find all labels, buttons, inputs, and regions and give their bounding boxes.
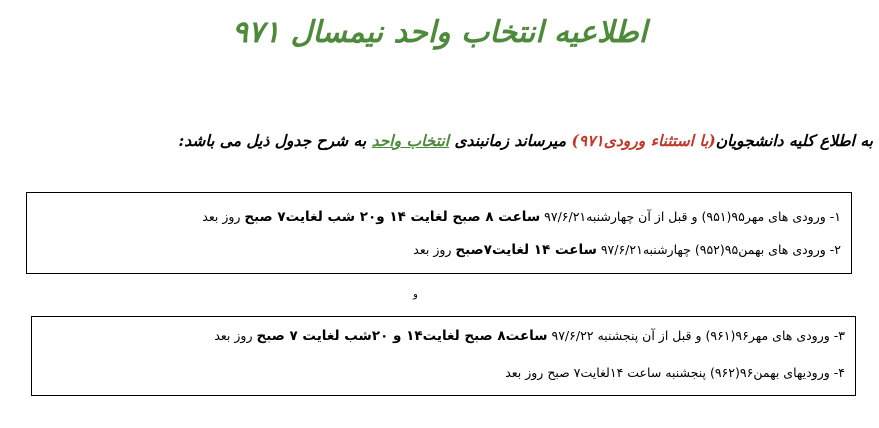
schedule-item-2-time: ساعت ۱۴ لغایت۷صبح — [455, 242, 597, 258]
schedule-box-1 — [26, 192, 852, 274]
conjunction-and: و — [413, 289, 418, 300]
schedule-item-4 — [505, 362, 845, 384]
intro-text-middle: میرساند زمانبندی — [449, 131, 572, 150]
schedule-item-3-text: ۳- ورودی های مهر۹۶(۹۶۱) و قبل از آن پنجشنبه ۹۷/۶/۲۲ — [547, 328, 845, 343]
intro-highlight-course-selection: انتخاب واحد — [371, 131, 450, 150]
schedule-item-1-suffix: روز بعد — [202, 209, 245, 224]
schedule-item-2 — [413, 239, 841, 261]
intro-exception-note: (با استثناء ورودی۹۷۱) — [571, 131, 716, 150]
schedule-item-1-time: ساعت ۸ صبح لغایت ۱۴ و۲۰ شب لغایت۷ صبح — [244, 209, 541, 225]
schedule-item-2-suffix: روز بعد — [413, 242, 456, 257]
schedule-item-2-text: ۲- ورودی های بهمن۹۵(۹۵۲) چهارشنبه۹۷/۶/۲۱ — [596, 242, 841, 257]
schedule-item-3 — [214, 325, 845, 347]
intro-paragraph — [8, 128, 873, 154]
schedule-item-1 — [202, 206, 841, 228]
intro-text-end: به شرح جدول ذیل می باشد: — [178, 131, 372, 150]
schedule-item-1-text: ۱- ورودی های مهر۹۵(۹۵۱) و قبل از آن چهارشنبه۹۷/۶/۲۱ — [540, 209, 841, 224]
schedule-item-3-time: ساعت۸ صبح لغایت۱۴ و ۲۰شب لغایت ۷ صبح — [256, 328, 548, 344]
schedule-item-3-suffix: روز بعد — [214, 328, 257, 343]
schedule-item-4-text: ۴- ورودیهای بهمن۹۶(۹۶۲) پنجشنبه ساعت ۱۴لغایت۷ صبح روز بعد — [505, 365, 845, 380]
intro-text-start: به اطلاع کلیه دانشجویان — [715, 131, 873, 150]
page-title: اطلاعیه انتخاب واحد نیمسال ۹۷۱ — [231, 15, 648, 50]
schedule-box-2 — [31, 316, 856, 396]
